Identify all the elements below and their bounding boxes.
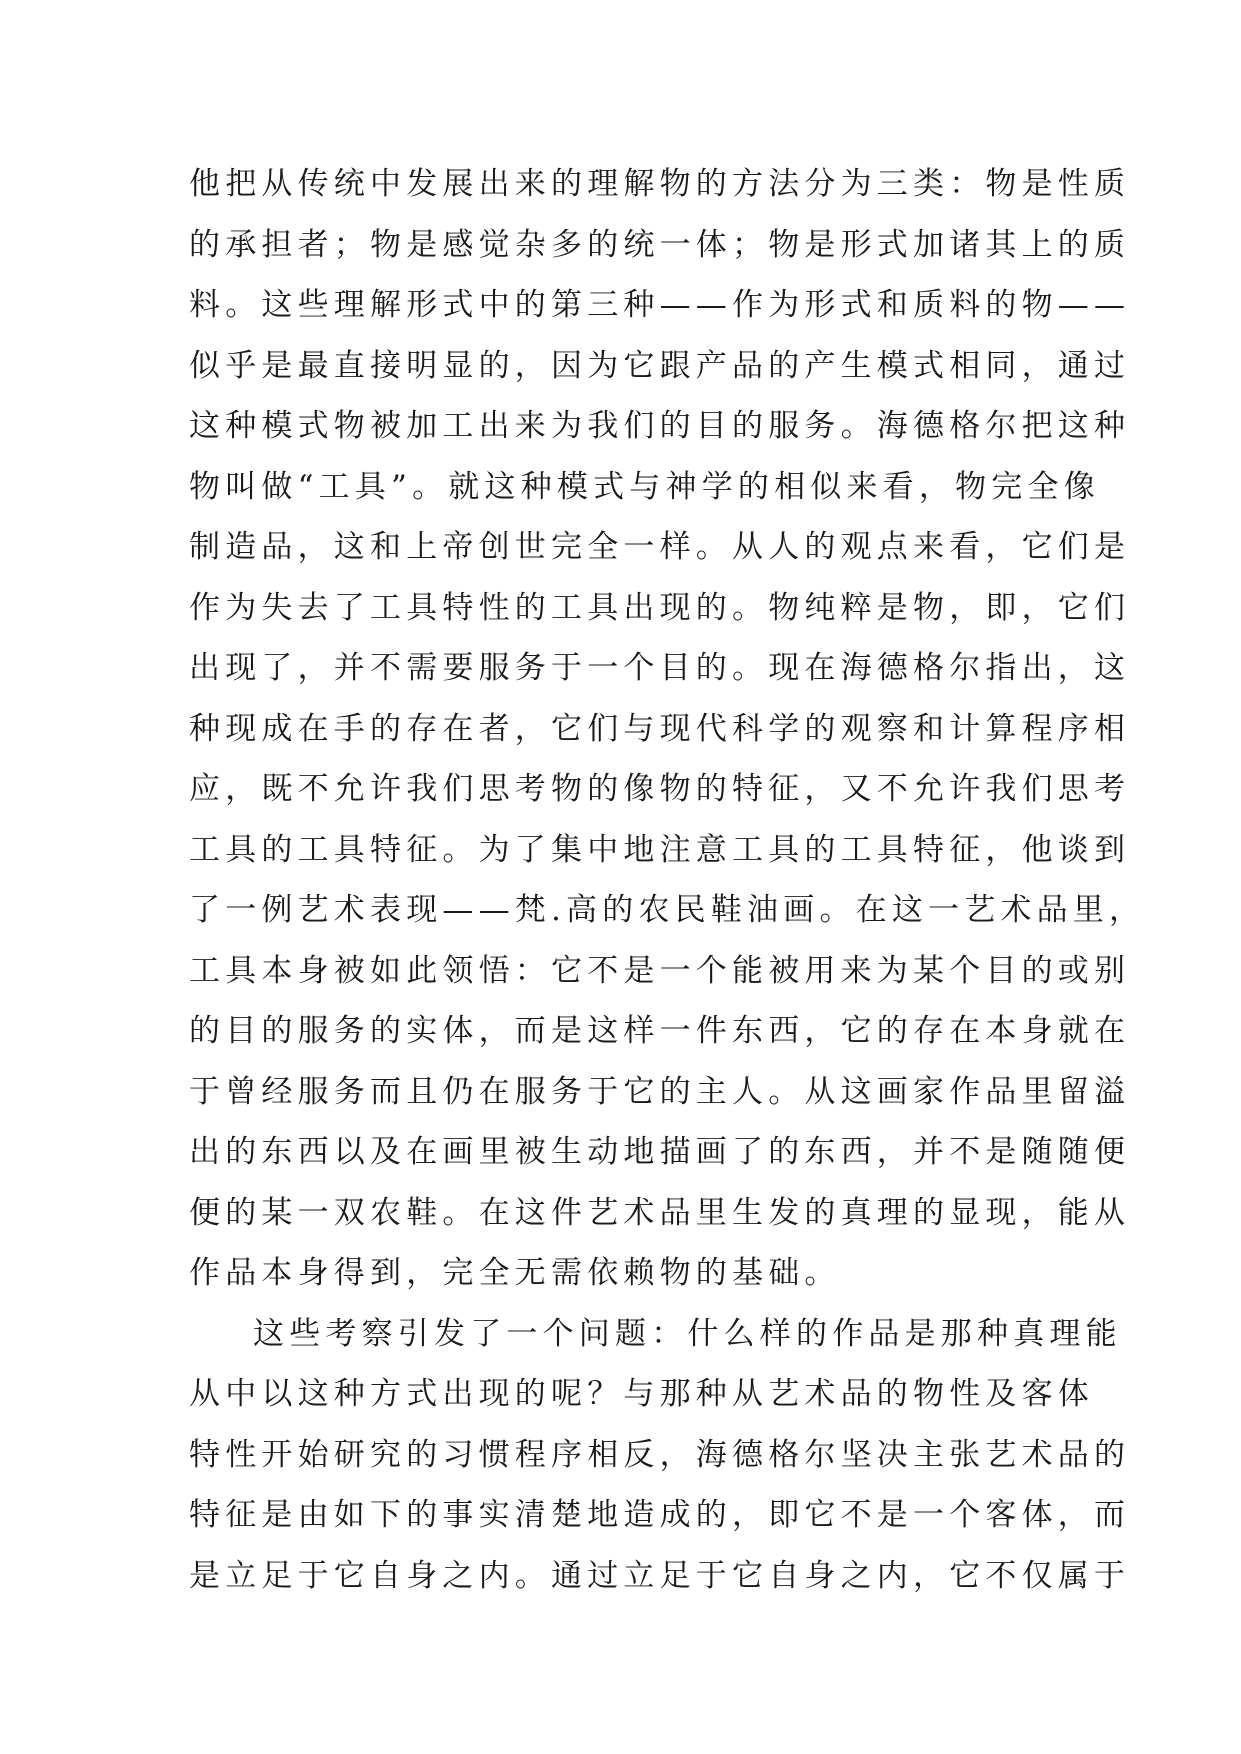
text-line: 这种模式物被加工出来为我们的目的服务。海德格尔把这种	[189, 408, 1131, 444]
text-line: 作品本身得到，完全无需依赖物的基础。	[189, 1255, 841, 1291]
text-line: 物叫做“工具”。就这种模式与神学的相似来看，物完全像	[189, 468, 1100, 505]
paragraph-1	[189, 154, 1146, 1304]
text-line: 特性开始研究的习惯程序相反，海德格尔坚决主张艺术品的	[189, 1436, 1131, 1473]
text-line: 的承担者；物是感觉杂多的统一体；物是形式加诸其上的质	[189, 226, 1131, 263]
text-line: 于曾经服务而且仍在服务于它的主人。从这画家作品里留溢	[189, 1073, 1131, 1110]
text-line: 作为失去了工具特性的工具出现的。物纯粹是物，即，它们	[189, 589, 1131, 626]
text-line: 他把从传统中发展出来的理解物的方法分为三类：物是性质	[189, 166, 1131, 202]
text-line: 特征是由如下的事实清楚地造成的，即它不是一个客体，而	[189, 1497, 1131, 1533]
body-text	[189, 154, 1146, 1606]
text-line: 了一例艺术表现——梵.高的农民鞋油画。在这一艺术品里，	[189, 892, 1146, 928]
text-line: 制造品，这和上帝创世完全一样。从人的观点来看，它们是	[189, 529, 1131, 565]
text-line-indented: 这些考察引发了一个问题：什么样的作品是那种真理能	[253, 1315, 1122, 1352]
text-line: 料。这些理解形式中的第三种——作为形式和质料的物——	[189, 287, 1131, 323]
text-line: 出现了，并不需要服务于一个目的。现在海德格尔指出，这	[189, 650, 1131, 686]
text-line: 应，既不允许我们思考物的像物的特征，又不允许我们思考	[189, 771, 1131, 807]
text-line: 的目的服务的实体，而是这样一件东西，它的存在本身就在	[189, 1013, 1131, 1049]
text-line: 便的某一双农鞋。在这件艺术品里生发的真理的显现，能从	[189, 1194, 1131, 1231]
text-line: 从中以这种方式出现的呢？与那种从艺术品的物性及客体	[189, 1376, 1094, 1412]
text-line: 是立足于它自身之内。通过立足于它自身之内，它不仅属于	[189, 1557, 1131, 1594]
text-line: 种现成在手的存在者，它们与现代科学的观察和计算程序相	[189, 710, 1131, 747]
text-line: 似乎是最直接明显的，因为它跟产品的产生模式相同，通过	[189, 347, 1131, 384]
text-line: 工具的工具特征。为了集中地注意工具的工具特征，他谈到	[189, 831, 1131, 868]
text-line: 出的东西以及在画里被生动地描画了的东西，并不是随随便	[189, 1134, 1131, 1170]
paragraph-2	[189, 1304, 1131, 1607]
text-line: 工具本身被如此领悟：它不是一个能被用来为某个目的或别	[189, 952, 1131, 989]
